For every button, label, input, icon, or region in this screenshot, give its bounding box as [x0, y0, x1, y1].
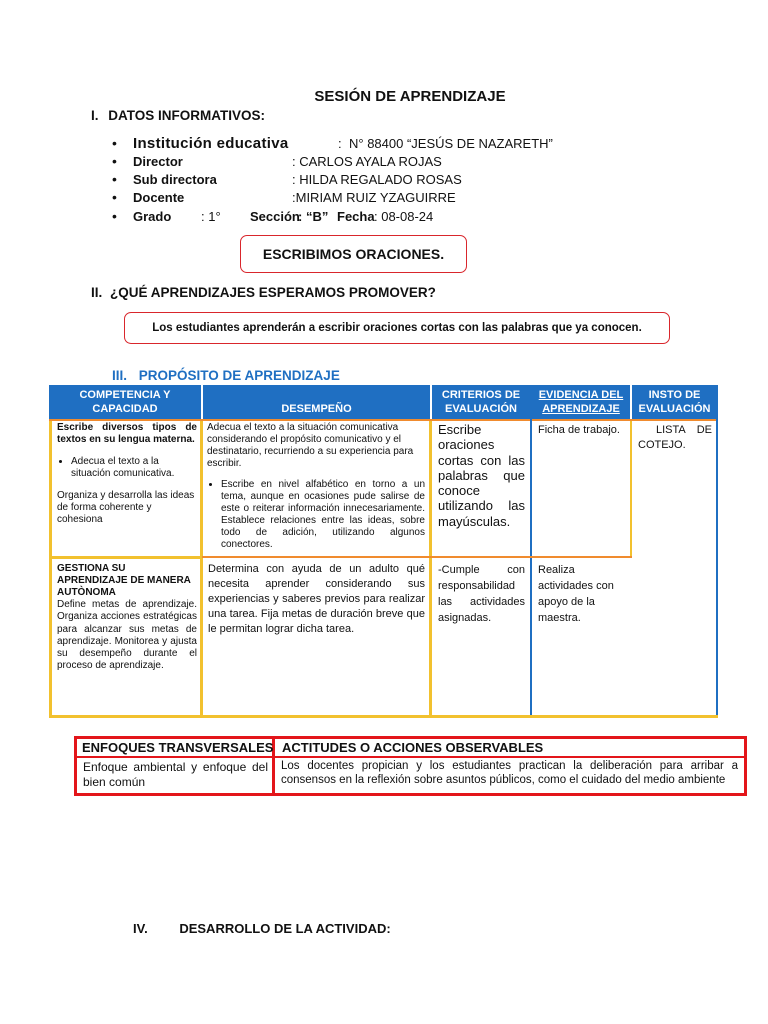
row2-competencia-text: Define metas de aprendizaje. Organiza acciones estratégicas para alcanzar sus metas de aprendizaje. Monitorea y ajusta su desempeño durante el proceso de aprendizaje. — [57, 599, 197, 672]
table-col-divider-3 — [530, 385, 532, 718]
row2-competencia — [57, 563, 197, 673]
table-row-divider-yellow — [49, 556, 202, 559]
section-2-label: ¿QUÉ APRENDIZAJES ESPERAMOS PROMOVER? — [110, 285, 436, 300]
section-1-label: DATOS INFORMATIVOS: — [108, 108, 266, 123]
row1-criterios: Escribe oraciones cortas con las palabras que conoce utilizando las mayúsculas. — [438, 422, 525, 529]
page-title: SESIÓN DE APRENDIZAJE — [314, 88, 506, 105]
section-2-heading — [91, 285, 436, 300]
header-instrumento-text: INSTO DE EVALUACIÓN — [638, 389, 711, 415]
activity-title: ESCRIBIMOS ORACIONES. — [262, 246, 445, 262]
director-value: : CARLOS AYALA ROJAS — [292, 154, 442, 169]
row1-competencia-item: • Adecua el texto a la situación comunicativa. — [71, 456, 197, 480]
enfoques-border-mid — [74, 756, 747, 758]
section-1-number: I. — [91, 108, 99, 123]
section-3-heading — [112, 368, 340, 383]
table-col-divider-4 — [630, 421, 632, 557]
grado-value: : 1° — [201, 209, 221, 224]
row2-competencia-title: GESTIONA SU APRENDIZAJE DE MANERA AUTÒNOMA — [57, 563, 191, 598]
info-docente — [112, 189, 632, 207]
enfoques-border-right — [744, 736, 747, 796]
enfoques-cell-2: Los docentes propician y los estudiantes practican la deliberación para arribar a consensos en la reflexión sobre asuntos públicos, como el cuidado del medio ambiente — [281, 760, 738, 786]
row1-evidencia: Ficha de trabajo. — [538, 424, 620, 436]
row1-competencia-text: Organiza y desarrolla las ideas de forma coherente y cohesiona — [57, 490, 195, 525]
enfoques-border-bottom — [74, 793, 747, 796]
table-border-left — [49, 421, 52, 718]
header-desempeno — [203, 385, 430, 419]
grado-label: Grado — [133, 209, 172, 224]
institucion-value: N° 88400 “JESÚS DE NAZARETH” — [349, 136, 553, 151]
row1-instrumento: LISTA DE COTEJO. — [638, 424, 712, 451]
row1-desempeno-text: Adecua el texto a la situación comunicativa considerando el propósito comunicativo y el destinatario, recurriendo a su experiencia para escribir. — [207, 422, 414, 469]
header-criterios — [432, 385, 530, 419]
section-4-number: IV. — [133, 921, 148, 936]
row1-competencia — [57, 422, 197, 526]
row1-desempeno — [207, 422, 425, 551]
director-label: Director — [133, 154, 183, 169]
info-subdirectora — [112, 171, 632, 189]
seccion-value: : “B” — [298, 209, 329, 224]
bullet-icon: • — [112, 189, 117, 205]
info-grado — [112, 208, 632, 226]
row2-desempeno: Determina con ayuda de un adulto qué necesita aprender considerando sus experiencias y saberes previos para realizar una tarea. Fija metas de duración breve que le permitan lograr dicha tarea. — [208, 563, 425, 635]
header-evidencia — [532, 385, 630, 419]
table-border-right — [716, 385, 718, 718]
fecha-value: : 08-08-24 — [374, 209, 434, 224]
section-3-number: III. — [112, 368, 128, 383]
institucion-sep: : — [338, 136, 342, 151]
docente-value: :MIRIAM RUIZ YZAGUIRRE — [292, 190, 456, 205]
header-competencia-text: COMPETENCIA Y CAPACIDAD — [79, 389, 171, 415]
info-institucion — [112, 135, 632, 153]
row2-evidencia: Realiza actividades con apoyo de la maestra. — [538, 564, 614, 624]
table-col-divider-1 — [200, 421, 203, 718]
subdirectora-value: : HILDA REGALADO ROSAS — [292, 172, 462, 187]
bullet-icon: • — [112, 171, 117, 187]
bullet-icon: • — [112, 135, 117, 151]
activity-title-box — [240, 235, 467, 273]
row2-criterios: -Cumple con responsabilidad las actividades asignadas. — [438, 564, 525, 624]
info-director — [112, 153, 632, 171]
table-border-bottom — [49, 715, 718, 718]
docente-label: Docente — [133, 190, 185, 205]
section-3-label: PROPÓSITO DE APRENDIZAJE — [138, 368, 340, 383]
learning-goal-box — [124, 312, 670, 344]
enfoques-border-top — [74, 736, 747, 739]
section-4-heading — [133, 921, 391, 936]
table-col-divider-2 — [429, 421, 432, 718]
fecha-label: Fecha — [337, 209, 375, 224]
row1-competencia-title: Escribe diversos tipos de textos en su lengua materna. — [57, 422, 197, 445]
bullet-icon: • — [112, 208, 117, 224]
header-desempeno-text: DESEMPEÑO — [281, 403, 352, 415]
section-4-label: DESARROLLO DE LA ACTIVIDAD: — [179, 921, 391, 936]
seccion-label: Sección — [250, 209, 300, 224]
header-underline — [49, 419, 717, 421]
header-criterios-text: CRITERIOS DE EVALUACIÓN — [441, 389, 521, 415]
header-evidencia-text: EVIDENCIA DEL APRENDIZAJE — [538, 389, 624, 415]
enfoques-header-2: ACTITUDES O ACCIONES OBSERVABLES — [282, 740, 544, 755]
institucion-label: Institución educativa — [133, 135, 289, 152]
subdirectora-label: Sub directora — [133, 172, 217, 187]
enfoques-cell-1: Enfoque ambiental y enfoque del bien común — [83, 760, 268, 789]
header-instrumento — [632, 385, 717, 419]
enfoques-border-left — [74, 736, 77, 796]
row1-desempeno-item: • Escribe en nivel alfabético en torno a un tema, aunque en ocasiones pude salirse de este o reiterar información innecesariamente. Establece relaciones entre las ideas, sobre todo de adición, utilizando algunos conectores. — [221, 479, 425, 551]
header-competencia — [49, 385, 201, 419]
section-2-number: II. — [91, 285, 103, 300]
enfoques-header-1: ENFOQUES TRANSVERSALES — [82, 740, 274, 755]
bullet-icon: • — [112, 153, 117, 169]
section-1-heading — [91, 108, 265, 123]
learning-goal-text: Los estudiantes aprenderán a escribir oraciones cortas con las palabras que ya conocen. — [152, 322, 642, 334]
